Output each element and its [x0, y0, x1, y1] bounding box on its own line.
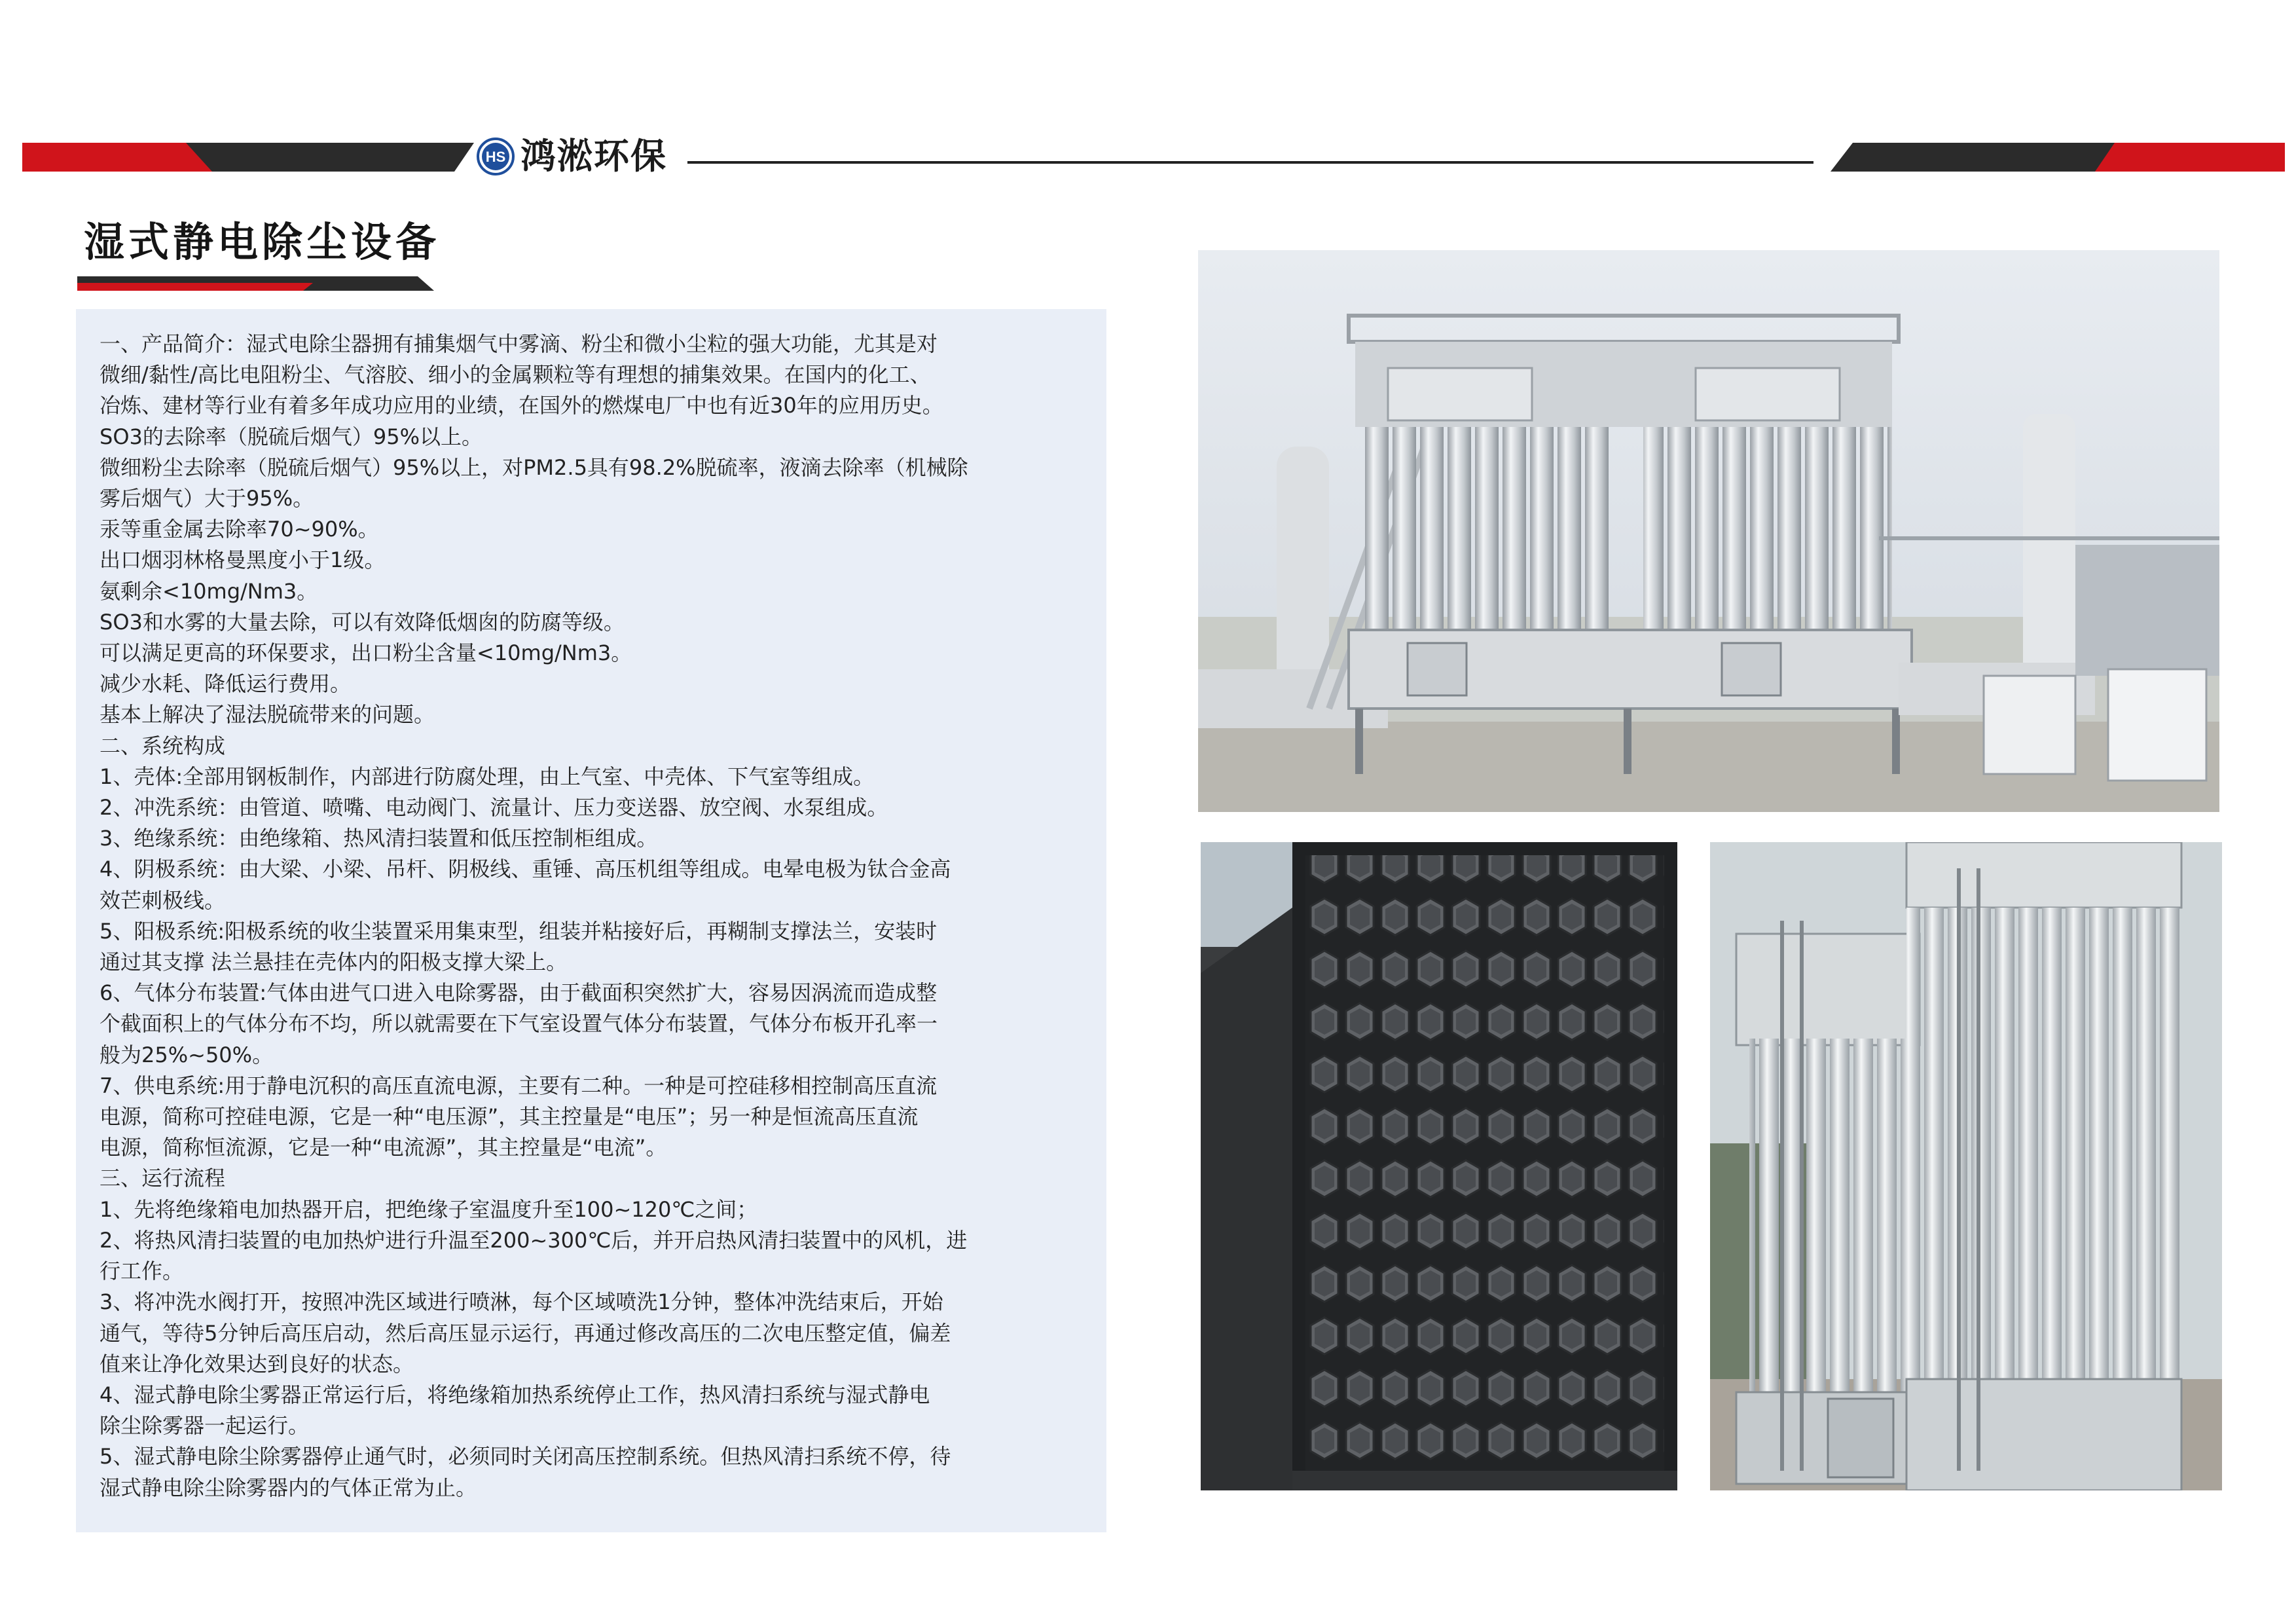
- electrostatic-tower-photo: [1710, 842, 2222, 1490]
- logo-initials: HS: [485, 149, 506, 165]
- text-line: 可以满足更高的环保要求，出口粉尘含量<10mg/Nm3。: [100, 640, 632, 666]
- text-line: 5、湿式静电除尘除雾器停止通气时，必须同时关闭高压控制系统。但热风清扫系统不停，待: [100, 1444, 951, 1469]
- text-line: 1、先将绝缘箱电加热器开启，把绝缘子室温度升至100~120℃之间；: [100, 1196, 758, 1222]
- text-line: 3、将冲洗水阀打开，按照冲洗区域进行喷淋，每个区域喷洗1分钟，整体冲洗结束后，开始: [100, 1289, 943, 1315]
- description-panel: [76, 309, 1106, 1532]
- text-line: 基本上解决了湿法脱硫带来的问题。: [100, 702, 435, 728]
- text-line: 除尘除雾器一起运行。: [100, 1413, 310, 1439]
- text-line: 6、气体分布装置:气体由进气口进入电除雾器，由于截面积突然扩大，容易因涡流而造成整: [100, 980, 938, 1006]
- title-underline: [77, 274, 464, 293]
- honeycomb-anode-photo: [1201, 842, 1677, 1490]
- text-line: 汞等重金属去除率70~90%。: [100, 517, 379, 542]
- text-line: 2、冲洗系统：由管道、喷嘴、电动阀门、流量计、压力变送器、放空阀、水泵组成。: [100, 795, 888, 821]
- equipment-installation-photo: [1198, 250, 2219, 812]
- text-line: 电源，简称恒流源，它是一种“电流源”，其主控量是“电流”。: [100, 1135, 667, 1160]
- section-heading: 二、系统构成: [100, 733, 226, 758]
- text-line: 7、供电系统:用于静电沉积的高压直流电源，主要有二种。一种是可控硅移相控制高压直流: [100, 1073, 938, 1098]
- text-line: 雾后烟气）大于95%。: [100, 486, 314, 511]
- text-line: 效芒刺极线。: [100, 887, 226, 913]
- text-line: 一、产品简介：湿式电除尘器拥有捕集烟气中雾滴、粉尘和微小尘粒的强大功能，尤其是对: [100, 331, 938, 356]
- text-line: 微细粉尘去除率（脱硫后烟气）95%以上，对PM2.5具有98.2%脱硫率，液滴去除率（机械除: [100, 454, 968, 480]
- section-heading: 三、运行流程: [100, 1166, 226, 1191]
- text-line: 3、绝缘系统：由绝缘箱、热风清扫装置和低压控制柜组成。: [100, 826, 658, 851]
- text-line: 通气，等待5分钟后高压启动，然后高压显示运行，再通过修改高压的二次电压整定值，偏差: [100, 1320, 951, 1346]
- text-line: 5、阳极系统:阳极系统的收尘装置采用集束型，组装并粘接好后，再糊制支撑法兰，安装时: [100, 918, 938, 944]
- text-line: 电源，简称可控硅电源，它是一种“电压源”，其主控量是“电压”；另一种是恒流高压直流: [100, 1104, 919, 1130]
- text-line: SO3的去除率（脱硫后烟气）95%以上。: [100, 424, 483, 449]
- brand-name: 鸿淞环保: [520, 136, 667, 177]
- text-line: 冶炼、建材等行业有着多年成功应用的业绩，在国外的燃煤电厂中也有近30年的应用历史。: [100, 393, 943, 418]
- header-band-left: [22, 139, 481, 174]
- text-line: 氨剩余<10mg/Nm3。: [100, 578, 318, 604]
- text-line: 减少水耗、降低运行费用。: [100, 671, 352, 697]
- text-line: SO3和水雾的大量去除，可以有效降低烟囱的防腐等级。: [100, 609, 625, 635]
- header-band-right: [1827, 139, 2285, 174]
- text-line: 1、壳体:全部用钢板制作，内部进行防腐处理，由上气室、中壳体、下气室等组成。: [100, 764, 875, 789]
- page-title: 湿式静电除尘设备: [84, 218, 441, 266]
- text-line: 出口烟羽林格曼黑度小于1级。: [100, 547, 386, 573]
- description-text: [100, 329, 1088, 1504]
- text-line: 湿式静电除尘除雾器内的气体正常为止。: [100, 1475, 477, 1500]
- text-line: 4、阴极系统：由大梁、小梁、吊杆、阴极线、重锤、高压机组等组成。电晕电极为钛合金高: [100, 857, 951, 882]
- header-divider: [687, 161, 1813, 164]
- text-line: 微细/黏性/高比电阻粉尘、气溶胶、细小的金属颗粒等有理想的捕集效果。在国内的化工、: [100, 362, 931, 388]
- text-line: 值来让净化效果达到良好的状态。: [100, 1351, 414, 1376]
- text-line: 2、将热风清扫装置的电加热炉进行升温至200~300℃后，并开启热风清扫装置中的风机，进: [100, 1227, 968, 1253]
- logo-icon: [477, 138, 515, 175]
- text-line: 般为25%~50%。: [100, 1042, 274, 1067]
- text-line: 4、湿式静电除尘雾器正常运行后，将绝缘箱加热系统停止工作，热风清扫系统与湿式静电: [100, 1382, 930, 1407]
- text-line: 个截面积上的气体分布不均，所以就需要在下气室设置气体分布装置，气体分布板开孔率一: [100, 1011, 938, 1037]
- text-line: 通过其支撑 法兰悬挂在壳体内的阳极支撑大梁上。: [100, 950, 568, 975]
- text-line: 行工作。: [100, 1259, 184, 1284]
